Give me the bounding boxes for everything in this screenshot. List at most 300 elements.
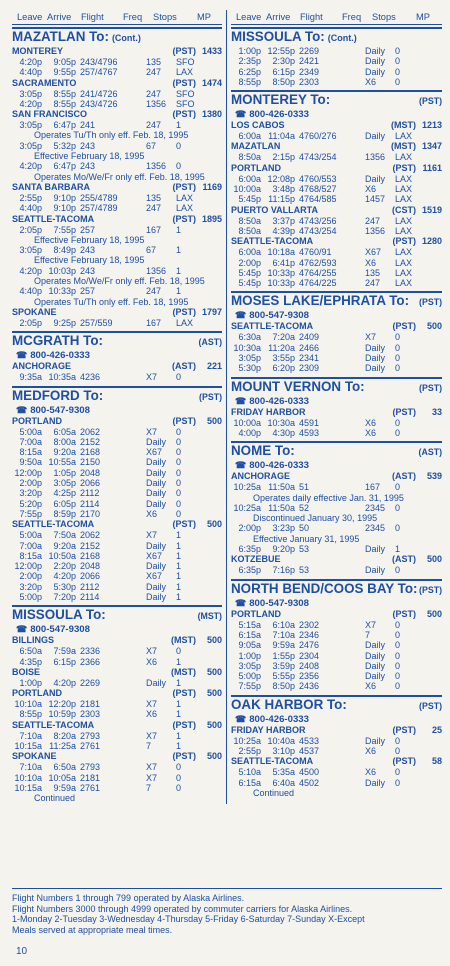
- arrive-time: 3:10p: [272, 745, 295, 756]
- origin-city-row: [12, 416, 222, 427]
- arrive-time: 6:47p: [53, 120, 76, 131]
- flight-number: 2761: [80, 741, 101, 752]
- flight-row: [12, 783, 222, 793]
- arrive-time: 5:55p: [272, 671, 295, 682]
- arrive-time: 7:50a: [53, 530, 76, 541]
- continued-label: (Cont.): [111, 33, 141, 43]
- origin-time-zone: (PST): [172, 415, 196, 426]
- leave-time: 5:30p: [238, 363, 261, 374]
- leave-time: 1:00p: [238, 650, 261, 661]
- schedule-note: Effective February 18, 1995: [34, 151, 145, 162]
- origin-city: BILLINGS: [12, 635, 54, 646]
- leave-time: 8:55p: [19, 709, 42, 720]
- stops: 0: [395, 735, 401, 746]
- frequency: X7: [146, 426, 158, 437]
- flight-row: [12, 225, 222, 235]
- stops: 0: [176, 426, 182, 437]
- flight-number: 2793: [80, 730, 101, 741]
- continued-label: (Cont.): [327, 33, 357, 43]
- phone-icon: ☎: [235, 597, 247, 608]
- origin-time-zone: (PST): [172, 306, 196, 317]
- origin-time-zone: (PST): [392, 236, 416, 247]
- frequency: Daily: [365, 363, 386, 374]
- flight-number: 2421: [299, 56, 320, 67]
- frequency: X7: [365, 619, 377, 630]
- reservation-phone: [231, 396, 442, 407]
- phone-icon: ☎: [16, 350, 28, 361]
- schedule-note: Discontinued January 30, 1995: [253, 513, 378, 524]
- flight-number: 4502: [299, 777, 320, 788]
- phone-icon: ☎: [235, 395, 247, 406]
- phone-icon: ☎: [235, 460, 247, 471]
- arrive-time: 10:03p: [48, 265, 76, 276]
- flight-row: [12, 773, 222, 783]
- leave-time: 5:45p: [238, 194, 261, 205]
- flight-row: [12, 286, 222, 296]
- destination-heading: [231, 697, 442, 714]
- flight-row: [12, 89, 222, 99]
- flight-number: 2356: [299, 671, 320, 682]
- mileage-points: 1347: [421, 141, 442, 152]
- flight-number: 4593: [299, 427, 320, 438]
- reservation-phone: [231, 714, 442, 725]
- arrive-time: 6:50a: [53, 762, 76, 773]
- leave-time: 12:00p: [14, 467, 42, 478]
- origin-city: SPOKANE: [12, 306, 57, 317]
- flight-number: 2152: [80, 540, 101, 551]
- frequency: X6: [365, 681, 377, 692]
- arrive-time: 6:15p: [53, 656, 76, 667]
- flight-row: [12, 592, 222, 602]
- stops: 0: [176, 488, 182, 499]
- flight-row: [231, 258, 442, 268]
- leave-time: 5:00a: [19, 426, 42, 437]
- stops: LAX: [395, 173, 413, 184]
- stops: LAX: [395, 225, 413, 236]
- mileage-points: 1280: [421, 236, 442, 247]
- frequency: 247: [146, 203, 162, 214]
- destination-heading: [12, 29, 222, 46]
- flight-number: 241: [80, 120, 96, 131]
- arrive-time: 10:33p: [267, 278, 295, 289]
- frequency: 7: [146, 782, 152, 793]
- flight-row: [12, 468, 222, 478]
- leave-time: 10:00a: [233, 184, 261, 195]
- header-mp: MP: [416, 12, 430, 22]
- arrive-time: 7:20a: [272, 332, 295, 343]
- frequency: Daily: [365, 735, 386, 746]
- frequency: 247: [365, 278, 381, 289]
- mileage-points: 500: [206, 688, 222, 699]
- footer-line: Flight Numbers 3000 through 4999 operated by commuter carriers for Alaska Airlines.: [12, 903, 353, 914]
- stops: 1: [176, 245, 182, 256]
- leave-time: 10:00a: [233, 417, 261, 428]
- leave-time: 8:50a: [238, 225, 261, 236]
- flight-row: [231, 778, 442, 788]
- flight-row: [12, 457, 222, 467]
- leave-time: 6:00a: [238, 173, 261, 184]
- origin-city: SEATTLE-TACOMA: [231, 236, 314, 247]
- mileage-points: 500: [206, 635, 222, 646]
- stops: 0: [395, 56, 401, 67]
- frequency: Daily: [365, 56, 386, 67]
- leave-time: 4:20p: [19, 265, 42, 276]
- frequency: X67: [146, 447, 163, 458]
- flight-number: 2304: [299, 650, 320, 661]
- flight-row: [231, 544, 442, 554]
- stops: 0: [176, 447, 182, 458]
- frequency: 67: [146, 245, 157, 256]
- leave-time: 6:00a: [238, 131, 261, 142]
- leave-time: 10:25a: [233, 735, 261, 746]
- origin-city-row: [231, 120, 442, 131]
- flight-row: [231, 353, 442, 363]
- stops: SFO: [176, 88, 195, 99]
- flight-number: 243: [80, 245, 96, 256]
- frequency: Daily: [146, 488, 167, 499]
- flight-number: 4500: [299, 767, 320, 778]
- origin-city: ANCHORAGE: [12, 361, 72, 372]
- stops: 0: [176, 372, 182, 383]
- arrive-time: 6:10a: [272, 619, 295, 630]
- mileage-points: 539: [426, 471, 442, 482]
- stops: 1: [176, 265, 182, 276]
- origin-city-row: [12, 182, 222, 193]
- origin-city-row: [12, 720, 222, 731]
- leave-time: 5:15a: [238, 619, 261, 630]
- arrive-time: 12:55p: [267, 46, 295, 56]
- destination-heading: [231, 379, 442, 396]
- leave-time: 7:10a: [19, 730, 42, 741]
- reservation-phone: [231, 460, 442, 471]
- arrive-time: 11:50a: [268, 502, 295, 513]
- frequency: X6: [365, 767, 377, 778]
- flight-number: 2366: [80, 656, 101, 667]
- stops: LAX: [395, 247, 413, 258]
- origin-time-zone: (MST): [171, 635, 196, 646]
- leave-time: 9:35a: [19, 372, 42, 383]
- leave-time: 4:20p: [19, 98, 42, 109]
- schedule-note: Operates Tu/Th only eff. Feb. 18, 1995: [34, 296, 189, 307]
- origin-city: SPOKANE: [12, 751, 57, 762]
- origin-time-zone: (PST): [392, 406, 416, 417]
- frequency: Daily: [365, 131, 386, 142]
- leave-time: 4:20p: [19, 161, 42, 172]
- flight-number: 2476: [299, 640, 320, 651]
- reservation-phone: [231, 109, 442, 120]
- arrive-time: 10:40a: [267, 735, 295, 746]
- flight-row: [231, 194, 442, 204]
- arrive-time: 6:05a: [53, 426, 76, 437]
- destination-title: NOME To:: [231, 443, 295, 459]
- origin-time-zone: (AST): [392, 554, 416, 565]
- flight-row: [12, 699, 222, 709]
- stops: LAX: [395, 184, 413, 195]
- header-leave: Leave: [236, 12, 262, 22]
- origin-city: FRIDAY HARBOR: [231, 406, 306, 417]
- arrive-time: 9:59a: [53, 782, 76, 793]
- arrive-time: 7:55p: [53, 224, 76, 235]
- arrive-time: 7:10a: [272, 629, 295, 640]
- leave-time: 10:25a: [233, 482, 261, 493]
- leave-time: 8:55p: [238, 76, 261, 87]
- frequency: 247: [146, 67, 162, 78]
- stops: 0: [176, 498, 182, 509]
- mileage-points: 500: [426, 321, 442, 332]
- stops: 0: [395, 363, 401, 374]
- frequency: Daily: [365, 565, 386, 576]
- flight-row: [12, 437, 222, 447]
- arrive-time: 9:59a: [272, 640, 295, 651]
- stops: 0: [176, 457, 182, 468]
- flight-row: [231, 503, 442, 513]
- flight-number: 4236: [80, 372, 101, 383]
- leave-time: 8:15a: [19, 447, 42, 458]
- header-stops: Stops: [153, 12, 177, 22]
- flight-number: 2181: [80, 699, 101, 710]
- flight-number: 2303: [299, 76, 320, 87]
- left-destinations: [12, 27, 222, 804]
- stops: LAX: [176, 317, 194, 328]
- leave-time: 5:00a: [19, 530, 42, 541]
- leave-time: 6:00a: [238, 247, 261, 258]
- arrive-time: 9:20p: [272, 544, 295, 555]
- stops: 0: [395, 650, 401, 661]
- flight-number: 2336: [80, 646, 101, 657]
- frequency: 247: [146, 120, 162, 131]
- phone-icon: ☎: [16, 624, 28, 635]
- flight-number: 2341: [299, 353, 320, 364]
- flight-row: [231, 184, 442, 194]
- frequency: 1356: [146, 161, 167, 172]
- origin-city-row: [12, 519, 222, 530]
- arrive-time: 8:50p: [272, 681, 295, 692]
- stops: 0: [395, 342, 401, 353]
- arrive-time: 11:04a: [268, 131, 295, 142]
- frequency: 167: [365, 482, 381, 493]
- arrive-time: 6:15p: [272, 66, 295, 77]
- arrive-time: 8:59p: [53, 508, 76, 519]
- flight-number: 257/4767: [80, 67, 118, 78]
- flight-row: [231, 565, 442, 575]
- arrive-time: 5:32p: [53, 140, 76, 151]
- origin-city: PORTLAND: [12, 415, 62, 426]
- flight-row: [231, 746, 442, 756]
- stops: 0: [176, 478, 182, 489]
- stops: 1: [176, 699, 182, 710]
- column-header: [231, 10, 442, 25]
- time-zone: (PST): [419, 584, 442, 595]
- destination-section: [231, 90, 442, 288]
- schedule-note: Operates Tu/Th only eff. Feb. 18, 1995: [34, 130, 189, 141]
- header-flight: Flight: [300, 12, 323, 22]
- flight-row: [12, 657, 222, 667]
- origin-city: PUERTO VALLARTA: [231, 204, 318, 215]
- schedule-note: Operates Mo/We/Fr only eff. Feb. 18, 1995: [34, 276, 205, 287]
- flight-number: 4537: [299, 745, 320, 756]
- flight-number: 257: [80, 286, 96, 297]
- frequency: 2345: [365, 523, 386, 534]
- frequency: X6: [365, 257, 377, 268]
- leave-time: 6:25p: [238, 66, 261, 77]
- column-header: [12, 10, 222, 25]
- frequency: Daily: [365, 342, 386, 353]
- schedule-note: Operates daily effective Jan. 31, 1995: [253, 492, 404, 503]
- frequency: X6: [146, 656, 158, 667]
- frequency: Daily: [365, 544, 386, 555]
- flight-row: [12, 561, 222, 571]
- frequency: Daily: [365, 650, 386, 661]
- time-zone: (PST): [199, 391, 222, 402]
- frequency: Daily: [146, 677, 167, 688]
- mileage-points: 1433: [201, 46, 222, 56]
- leave-time: 2:00p: [238, 257, 261, 268]
- origin-city-row: [231, 407, 442, 418]
- frequency: 67: [146, 140, 157, 151]
- frequency: X6: [365, 76, 377, 87]
- leave-time: 5:00p: [19, 591, 42, 602]
- stops: 0: [395, 76, 401, 87]
- frequency: Daily: [365, 173, 386, 184]
- origin-city: SEATTLE-TACOMA: [12, 719, 95, 730]
- destination-section: [12, 386, 222, 603]
- leave-time: 6:30a: [238, 332, 261, 343]
- arrive-time: 9:20a: [53, 447, 76, 458]
- stops: LAX: [176, 67, 194, 78]
- leave-time: 4:40p: [19, 203, 42, 214]
- flight-number: 255/4789: [80, 192, 118, 203]
- origin-city-row: [12, 361, 222, 372]
- leave-time: 6:35p: [238, 544, 261, 555]
- header-stops: Stops: [372, 12, 396, 22]
- stops: LAX: [395, 131, 413, 142]
- flight-number: 257/559: [80, 317, 113, 328]
- stops: 0: [395, 565, 401, 576]
- flight-row: [231, 67, 442, 77]
- flight-row: [231, 247, 442, 257]
- origin-time-zone: (PST): [172, 719, 196, 730]
- flight-number: 4533: [299, 735, 320, 746]
- right-destinations: [231, 27, 442, 798]
- destination-heading: [12, 607, 222, 624]
- flight-row: [231, 523, 442, 533]
- mileage-points: 58: [431, 756, 442, 767]
- leave-time: 10:25a: [233, 502, 261, 513]
- arrive-time: 2:15p: [272, 152, 295, 163]
- arrive-time: 11:20a: [268, 342, 295, 353]
- origin-city: SEATTLE-TACOMA: [231, 756, 314, 767]
- time-zone: (AST): [418, 447, 442, 458]
- destination-title: MISSOULA To:: [231, 29, 325, 44]
- arrive-time: 9:20a: [53, 540, 76, 551]
- frequency: Daily: [365, 353, 386, 364]
- flight-number: 2346: [299, 629, 320, 640]
- flight-row: [12, 678, 222, 688]
- frequency: 247: [365, 215, 381, 226]
- origin-time-zone: (PST): [172, 688, 196, 699]
- arrive-time: 9:55p: [53, 67, 76, 78]
- stops: 0: [395, 777, 401, 788]
- mileage-points: 33: [431, 406, 442, 417]
- footer-line: Flight Numbers 1 through 799 operated by Alaska Airlines.: [12, 893, 245, 903]
- arrive-time: 7:16p: [272, 565, 295, 576]
- leave-time: 7:55p: [238, 681, 261, 692]
- flight-number: 2112: [80, 581, 100, 592]
- leave-time: 5:10a: [238, 767, 261, 778]
- footer-line: Meals served at appropriate meal times.: [12, 924, 173, 935]
- mileage-points: 500: [206, 519, 222, 530]
- flight-number: 52: [299, 502, 310, 513]
- origin-city-row: [231, 471, 442, 482]
- origin-time-zone: (PST): [172, 751, 196, 762]
- frequency: X67: [146, 571, 163, 582]
- arrive-time: 8:55p: [53, 88, 76, 99]
- flight-number: 2066: [80, 571, 101, 582]
- origin-time-zone: (PST): [392, 724, 416, 735]
- flight-number: 257: [80, 224, 96, 235]
- leave-time: 3:20p: [19, 581, 42, 592]
- leave-time: 9:50a: [19, 457, 42, 468]
- schedule-note: Effective January 31, 1995: [253, 533, 360, 544]
- flight-row: [231, 767, 442, 777]
- flight-number: 2409: [299, 332, 320, 343]
- arrive-time: 8:55p: [53, 98, 76, 109]
- origin-time-zone: (PST): [392, 162, 416, 173]
- origin-city-row: [231, 205, 442, 216]
- leave-time: 4:40p: [19, 286, 42, 297]
- arrive-time: 4:25p: [53, 488, 76, 499]
- origin-city: FRIDAY HARBOR: [231, 724, 306, 735]
- arrive-time: 4:39p: [272, 225, 295, 236]
- mileage-points: 1895: [201, 213, 222, 224]
- origin-time-zone: (PST): [392, 608, 416, 619]
- flight-number: 2168: [80, 550, 101, 561]
- flight-number: 2349: [299, 66, 320, 77]
- flight-row: [231, 428, 442, 438]
- arrive-time: 8:00a: [53, 436, 76, 447]
- origin-city-row: [231, 756, 442, 767]
- leave-time: 2:55p: [19, 192, 42, 203]
- flight-number: 53: [299, 544, 310, 555]
- destination-title: MCGRATH To:: [12, 333, 103, 349]
- destination-heading: [231, 581, 442, 598]
- frequency: X7: [146, 646, 158, 657]
- reservation-phone: [231, 598, 442, 609]
- origin-city: PORTLAND: [231, 608, 281, 619]
- origin-time-zone: (PST): [172, 77, 196, 88]
- origin-city: MAZATLAN: [231, 141, 281, 152]
- leave-time: 3:05p: [19, 245, 42, 256]
- flight-row: [231, 56, 442, 66]
- leave-time: 6:35p: [238, 565, 261, 576]
- leave-time: 12:00p: [14, 561, 42, 572]
- leave-time: 2:55p: [238, 745, 261, 756]
- stops: 1: [176, 677, 182, 688]
- stops: 0: [176, 140, 182, 151]
- stops: 0: [176, 467, 182, 478]
- stops: 0: [395, 619, 401, 630]
- stops: 1: [176, 571, 182, 582]
- flight-number: 4760/553: [299, 173, 337, 184]
- flight-row: [231, 630, 442, 640]
- stops: 1: [176, 530, 182, 541]
- flight-row: [12, 530, 222, 540]
- frequency: X6: [146, 709, 158, 720]
- frequency: X7: [365, 332, 377, 343]
- arrive-time: 12:20p: [48, 699, 76, 710]
- origin-time-zone: (PST): [392, 756, 416, 767]
- destination-section: [231, 291, 442, 373]
